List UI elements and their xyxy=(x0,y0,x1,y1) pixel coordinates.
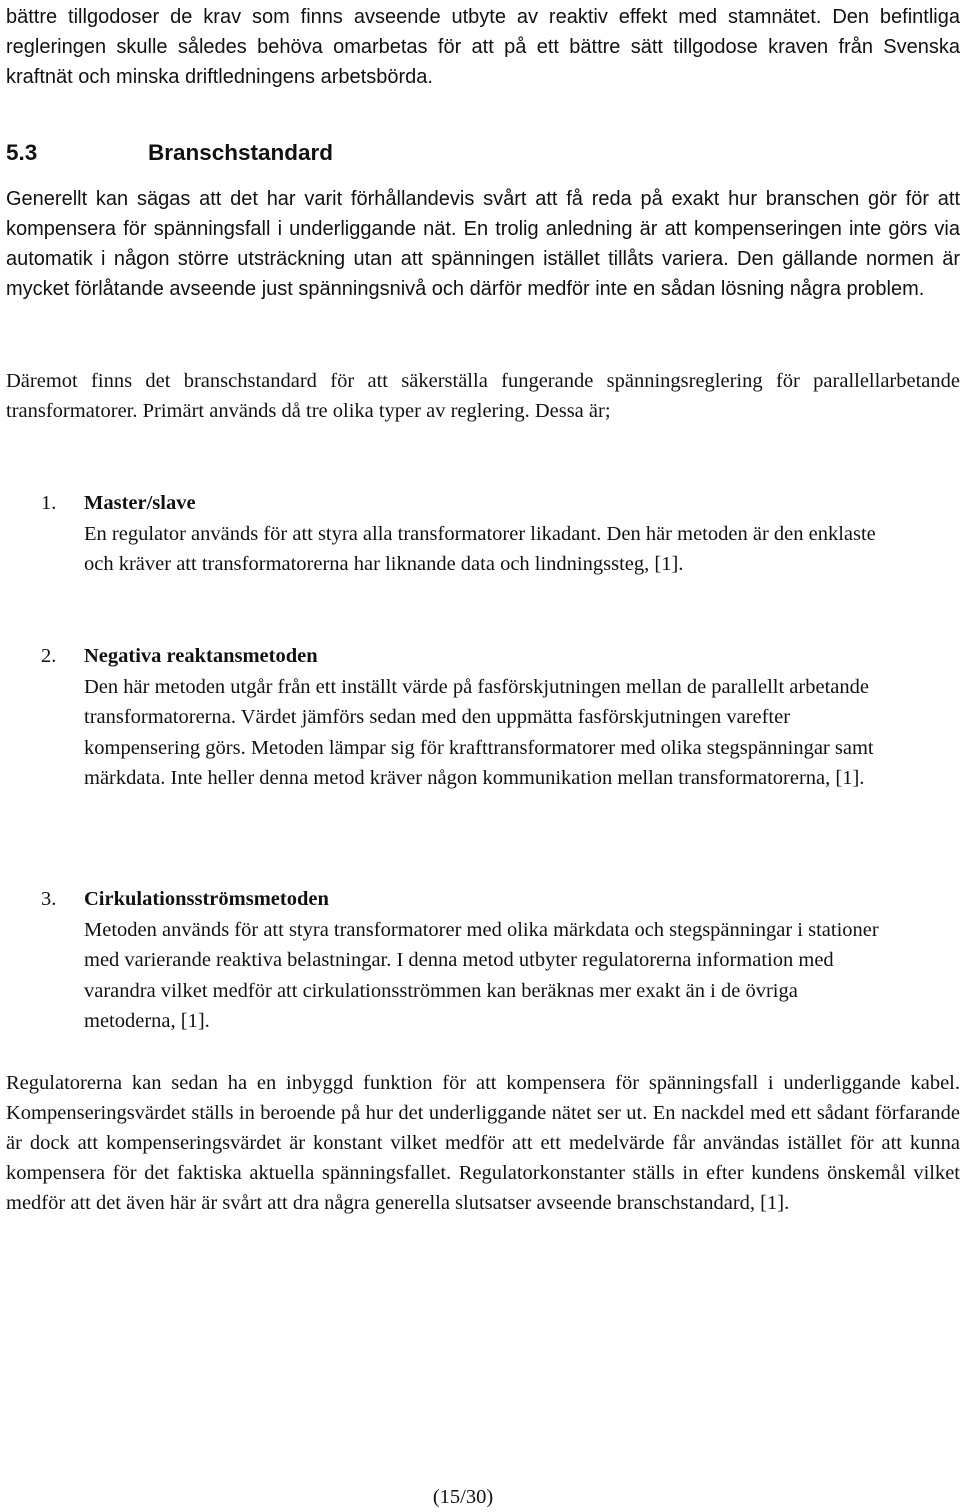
list-item-number: 3. xyxy=(41,888,57,910)
list-item-title: Negativa reaktansmetoden xyxy=(84,645,318,667)
paragraph-regulatorerna: Regulatorerna kan sedan ha en inbyggd funktion för att kompensera för spänningsfall i underliggande kabel. Kompenseringsvärdet ställs in beroende på hur det underliggande nätet ser ut. En nackdel med ett sådant förfarande är dock att kompenseringsvärdet är konstant vilket medför att ett medelvärde får användas istället för att kunna kompensera för det faktiska aktuella spänningsfallet. Regulatorkonstanter ställs in efter kundens önskemål vilket medför att det även här är svårt att dra några generella slutsatser avseende branschstandard, [1]. xyxy=(6,1072,960,1214)
document-page xyxy=(6,0,960,1512)
paragraph-generellt: Generellt kan sägas att det har varit förhållandevis svårt att få reda på exakt hur branschen gör för att kompensera för spänningsfall i underliggande nät. En trolig anledning är att kompenseringen inte görs via automatik i någon större utsträckning utan att spänningen istället tillåts variera. Den gällande normen är mycket förlåtande avseende just spänningsnivå och därför medför inte en sådan lösning några problem. xyxy=(6,188,960,300)
list-item-text: Den här metoden utgår från ett inställt värde på fasförskjutningen mellan de parallellt arbetande transformatorerna. Värdet jämförs sedan med den uppmätta fasförskjutningen varefter kompensering görs. Metoden lämpar sig för krafttransformatorer med olika stegspänningar samt märkdata. Inte heller denna metod kräver någon kommunikation mellan transformatorerna, [1]. xyxy=(84,675,874,789)
list-item-title: Master/slave xyxy=(84,492,196,514)
list-item xyxy=(6,641,960,794)
section-number: 5.3 xyxy=(6,140,38,165)
list-item xyxy=(6,488,960,580)
list-item-number: 1. xyxy=(41,492,57,514)
list-item xyxy=(6,884,960,1037)
section-title: Branschstandard xyxy=(148,140,334,165)
intro-paragraph: bättre tillgodoser de krav som finns avseende utbyte av reaktiv effekt med stamnätet. Den befintliga regleringen skulle således behöva omarbetas för att på ett bättre sätt tillgodose kraven från Svenska kraftnät och minska driftledningens arbetsbörda. xyxy=(6,6,960,88)
list-item-text: Metoden används för att styra transformatorer med olika märkdata och stegspänningar i stationer med varierande reaktiva belastningar. I denna metod utbyter regulatorerna information med varandra vilket medför att cirkulationsströmmen kan beräknas mer exakt än i de övriga metoderna, [1]. xyxy=(84,918,879,1032)
section-heading xyxy=(6,136,333,170)
list-item-text: En regulator används för att styra alla transformatorer likadant. Den här metoden är den enklaste och kräver att transformatorerna har liknande data och lindningssteg, [1]. xyxy=(84,522,876,575)
page-footer xyxy=(6,1482,960,1512)
list-item-title: Cirkulationsströmsmetoden xyxy=(84,888,329,910)
paragraph-daremot: Däremot finns det branschstandard för att säkerställa fungerande spänningsreglering för parallellarbetande transformatorer. Primärt används då tre olika typer av reglering. Dessa är; xyxy=(6,370,960,422)
list-item-number: 2. xyxy=(41,645,57,667)
page-number: (15/30) xyxy=(432,1486,494,1508)
